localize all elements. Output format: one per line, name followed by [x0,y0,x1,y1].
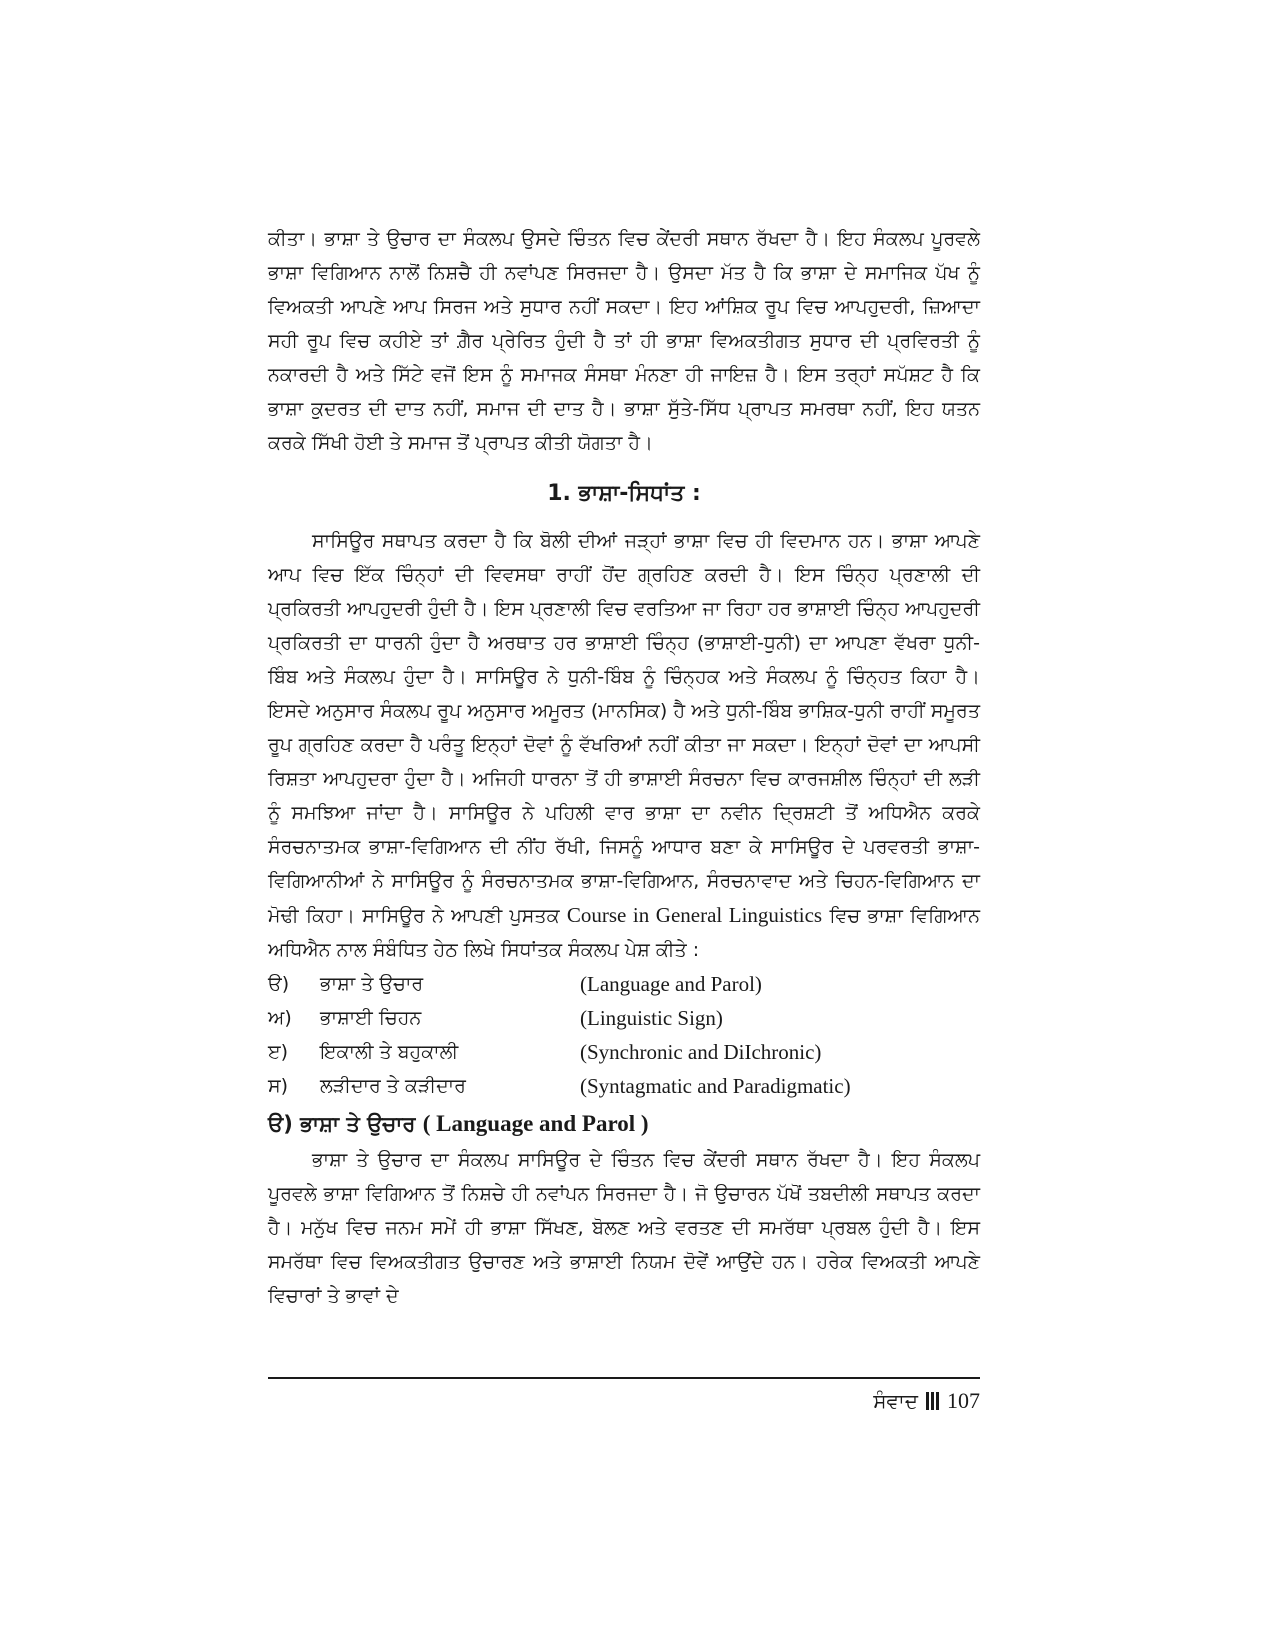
list-item-punjabi: ਲੜੀਦਾਰ ਤੇ ਕੜੀਦਾਰ [320,1075,466,1097]
section-heading: 1. ਭਾਸ਼ਾ-ਸਿਧਾਂਤ : [547,481,701,506]
list-item [268,967,980,1001]
sub-heading-english: ( Language and Parol ) [422,1111,649,1136]
book-title: Course in General Linguistics [566,903,823,927]
list-item-punjabi: ਭਾਸ਼ਾ ਤੇ ਉਚਾਰ [320,973,424,995]
list-item [268,1035,980,1069]
list-item [268,1001,980,1035]
list-item-english: (Synchronic and DiIchronic) [580,1039,822,1064]
list-item-marker: ਸ) [268,1075,289,1097]
separator-bars-icon [926,1392,939,1410]
sub-heading [268,1103,980,1143]
paragraph-1: ਕੀਤਾ। ਭਾਸ਼ਾ ਤੇ ਉਚਾਰ ਦਾ ਸੰਕਲਪ ਉਸਦੇ ਚਿੰਤਨ ਵਿਚ ਕੇਂਦਰੀ ਸਥਾਨ ਰੱਖਦਾ ਹੈ। ਇਹ ਸੰਕਲਪ ਪੂਰਵਲੇ ਭਾਸ਼ਾ ਵਿਗਿਆਨ ਨਾਲੋਂ ਨਿਸ਼ਚੈ ਹੀ ਨਵਾਂਪਣ ਸਿਰਜਦਾ ਹੈ। ਉਸਦਾ ਮੱਤ ਹੈ ਕਿ ਭਾਸ਼ਾ ਦੇ ਸਮਾਜਿਕ ਪੱਖ ਨੂੰ ਵਿਅਕਤੀ ਆਪਣੇ ਆਪ ਸਿਰਜ ਅਤੇ ਸੁਧਾਰ ਨਹੀਂ ਸਕਦਾ। ਇਹ ਆਂਸ਼ਿਕ ਰੂਪ ਵਿਚ ਆਪਹੁਦਰੀ, ਜ਼ਿਆਦਾ ਸਹੀ ਰੂਪ ਵਿਚ ਕਹੀਏ ਤਾਂ ਗ਼ੈਰ ਪ੍ਰੇਰਿਤ ਹੁੰਦੀ ਹੈ ਤਾਂ ਹੀ ਭਾਸ਼ਾ ਵਿਅਕਤੀਗਤ ਸੁਧਾਰ ਦੀ ਪ੍ਰਵਿਰਤੀ ਨੂੰ ਨਕਾਰਦੀ ਹੈ ਅਤੇ ਸਿੱਟੇ ਵਜੋਂ ਇਸ ਨੂੰ ਸਮਾਜਕ ਸੰਸਥਾ ਮੰਨਣਾ ਹੀ ਜਾਇਜ਼ ਹੈ। ਇਸ ਤਰ੍ਹਾਂ ਸਪੱਸ਼ਟ ਹੈ ਕਿ ਭਾਸ਼ਾ ਕੁਦਰਤ ਦੀ ਦਾਤ ਨਹੀਂ, ਸਮਾਜ ਦੀ ਦਾਤ ਹੈ। ਭਾਸ਼ਾ ਸੁੱਤੇ-ਸਿੱਧ ਪ੍ਰਾਪਤ ਸਮਰਥਾ ਨਹੀਂ, ਇਹ ਯਤਨ ਕਰਕੇ ਸਿੱਖੀ ਹੋਈ ਤੇ ਸਮਾਜ ਤੋਂ ਪ੍ਰਾਪਤ ਕੀਤੀ ਯੋਗਤਾ ਹੈ। [268,228,980,454]
list-item-english: (Syntagmatic and Paradigmatic) [580,1073,851,1098]
list-item-english: (Linguistic Sign) [580,1005,723,1030]
concept-list [268,967,980,1103]
paragraph-2 [268,524,980,967]
list-item-marker: ੲ) [268,1041,289,1063]
list-item-marker: ਅ) [268,1007,292,1029]
list-item-english: (Language and Parol) [580,971,762,996]
list-item-punjabi: ਇਕਾਲੀ ਤੇ ਬਹੁਕਾਲੀ [320,1041,459,1063]
footer-rule [268,1377,980,1379]
list-item-punjabi: ਭਾਸ਼ਾਈ ਚਿਹਨ [320,1007,422,1029]
list-item-marker: ੳ) [268,973,290,995]
paragraph-3: ਭਾਸ਼ਾ ਤੇ ਉਚਾਰ ਦਾ ਸੰਕਲਪ ਸਾਸਿਊਰ ਦੇ ਚਿੰਤਨ ਵਿਚ ਕੇਂਦਰੀ ਸਥਾਨ ਰੱਖਦਾ ਹੈ। ਇਹ ਸੰਕਲਪ ਪੂਰਵਲੇ ਭਾਸ਼ਾ ਵਿਗਿਆਨ ਤੋਂ ਨਿਸ਼ਚੇ ਹੀ ਨਵਾਂਪਨ ਸਿਰਜਦਾ ਹੈ। ਜੋ ਉਚਾਰਨ ਪੱਖੋਂ ਤਬਦੀਲੀ ਸਥਾਪਤ ਕਰਦਾ ਹੈ। ਮਨੁੱਖ ਵਿਚ ਜਨਮ ਸਮੇਂ ਹੀ ਭਾਸ਼ਾ ਸਿੱਖਣ, ਬੋਲਣ ਅਤੇ ਵਰਤਣ ਦੀ ਸਮਰੱਥਾ ਪ੍ਰਬਲ ਹੁੰਦੀ ਹੈ। ਇਸ ਸਮਰੱਥਾ ਵਿਚ ਵਿਅਕਤੀਗਤ ਉਚਾਰਣ ਅਤੇ ਭਾਸ਼ਾਈ ਨਿਯਮ ਦੋਵੇਂ ਆਉਂਦੇ ਹਨ। ਹਰੇਕ ਵਿਅਕਤੀ ਆਪਣੇ ਵਿਚਾਰਾਂ ਤੇ ਭਾਵਾਂ ਦੇ [268,1149,980,1307]
page-number: 107 [947,1388,980,1413]
list-item [268,1069,980,1103]
paragraph-2-text-a: ਸਾਸਿਊਰ ਸਥਾਪਤ ਕਰਦਾ ਹੈ ਕਿ ਬੋਲੀ ਦੀਆਂ ਜੜ੍ਹਾਂ ਭਾਸ਼ਾ ਵਿਚ ਹੀ ਵਿਦਮਾਨ ਹਨ। ਭਾਸ਼ਾ ਆਪਣੇ ਆਪ ਵਿਚ ਇੱਕ ਚਿੰਨ੍ਹਾਂ ਦੀ ਵਿਵਸਥਾ ਰਾਹੀਂ ਹੋਂਦ ਗ੍ਰਹਿਣ ਕਰਦੀ ਹੈ। ਇਸ ਚਿੰਨ੍ਹ ਪ੍ਰਣਾਲੀ ਦੀ ਪ੍ਰਕਿਰਤੀ ਆਪਹੁਦਰੀ ਹੁੰਦੀ ਹੈ। ਇਸ ਪ੍ਰਣਾਲੀ ਵਿਚ ਵਰਤਿਆ ਜਾ ਰਿਹਾ ਹਰ ਭਾਸ਼ਾਈ ਚਿੰਨ੍ਹ ਆਪਹੁਦਰੀ ਪ੍ਰਕਿਰਤੀ ਦਾ ਧਾਰਨੀ ਹੁੰਦਾ ਹੈ ਅਰਥਾਤ ਹਰ ਭਾਸ਼ਾਈ ਚਿੰਨ੍ਹ (ਭਾਸ਼ਾਈ-ਧੁਨੀ) ਦਾ ਆਪਣਾ ਵੱਖਰਾ ਧੁਨੀ-ਬਿੰਬ ਅਤੇ ਸੰਕਲਪ ਹੁੰਦਾ ਹੈ। ਸਾਸਿਊਰ ਨੇ ਧੁਨੀ-ਬਿੰਬ ਨੂੰ ਚਿੰਨ੍ਹਕ ਅਤੇ ਸੰਕਲਪ ਨੂੰ ਚਿੰਨ੍ਹਤ ਕਿਹਾ ਹੈ। ਇਸਦੇ ਅਨੁਸਾਰ ਸੰਕਲਪ ਰੂਪ ਅਨੁਸਾਰ ਅਮੂਰਤ (ਮਾਨਸਿਕ) ਹੈ ਅਤੇ ਧੁਨੀ-ਬਿੰਬ ਭਾਸ਼ਿਕ-ਧੁਨੀ ਰਾਹੀਂ ਸਮੂਰਤ ਰੂਪ ਗ੍ਰਹਿਣ ਕਰਦਾ ਹੈ ਪਰੰਤੂ ਇਨ੍ਹਾਂ ਦੋਵਾਂ ਨੂੰ ਵੱਖਰਿਆਂ ਨਹੀਂ ਕੀਤਾ ਜਾ ਸਕਦਾ। ਇਨ੍ਹਾਂ ਦੋਵਾਂ ਦਾ ਆਪਸੀ ਰਿਸ਼ਤਾ ਆਪਹੁਦਰਾ ਹੁੰਦਾ ਹੈ। ਅਜਿਹੀ ਧਾਰਨਾ ਤੋਂ ਹੀ ਭਾਸ਼ਾਈ ਸੰਰਚਨਾ ਵਿਚ ਕਾਰਜਸ਼ੀਲ ਚਿੰਨ੍ਹਾਂ ਦੀ ਲੜੀ ਨੂੰ ਸਮਝਿਆ ਜਾਂਦਾ ਹੈ। ਸਾਸਿਊਰ ਨੇ ਪਹਿਲੀ ਵਾਰ ਭਾਸ਼ਾ ਦਾ ਨਵੀਨ ਦ੍ਰਿਸ਼ਟੀ ਤੋਂ ਅਧਿਐਨ ਕਰਕੇ ਸੰਰਚਨਾਤਮਕ ਭਾਸ਼ਾ-ਵਿਗਿਆਨ ਦੀ ਨੀਂਹ ਰੱਖੀ, ਜਿਸਨੂੰ ਆਧਾਰ ਬਣਾ ਕੇ ਸਾਸਿਊਰ ਦੇ ਪਰਵਰਤੀ ਭਾਸ਼ਾ-ਵਿਗਿਆਨੀਆਂ ਨੇ ਸਾਸਿਊਰ ਨੂੰ ਸੰਰਚਨਾਤਮਕ ਭਾਸ਼ਾ-ਵਿਗਿਆਨ, ਸੰਰਚਨਾਵਾਦ ਅਤੇ ਚਿਹਨ-ਵਿਗਿਆਨ ਦਾ ਮੋਢੀ ਕਿਹਾ। ਸਾਸਿਊਰ ਨੇ ਆਪਣੀ ਪੁਸਤਕ [268,530,980,927]
sub-heading-punjabi: ੳ) ਭਾਸ਼ਾ ਤੇ ਉਚਾਰ [268,1112,416,1136]
page-body [268,222,980,1313]
journal-name: ਸੰਵਾਦ [873,1389,918,1413]
page-footer [873,1388,980,1414]
paragraph-2-text-b: ਵਿਚ ਭਾਸ਼ਾ ਵਿਗਿਆਨ ਅਧਿਐਨ ਨਾਲ ਸੰਬੰਧਿਤ ਹੇਠ ਲਿਖੇ ਸਿਧਾਂਤਕ ਸੰਕਲਪ ਪੇਸ਼ ਕੀਤੇ : [268,905,980,961]
